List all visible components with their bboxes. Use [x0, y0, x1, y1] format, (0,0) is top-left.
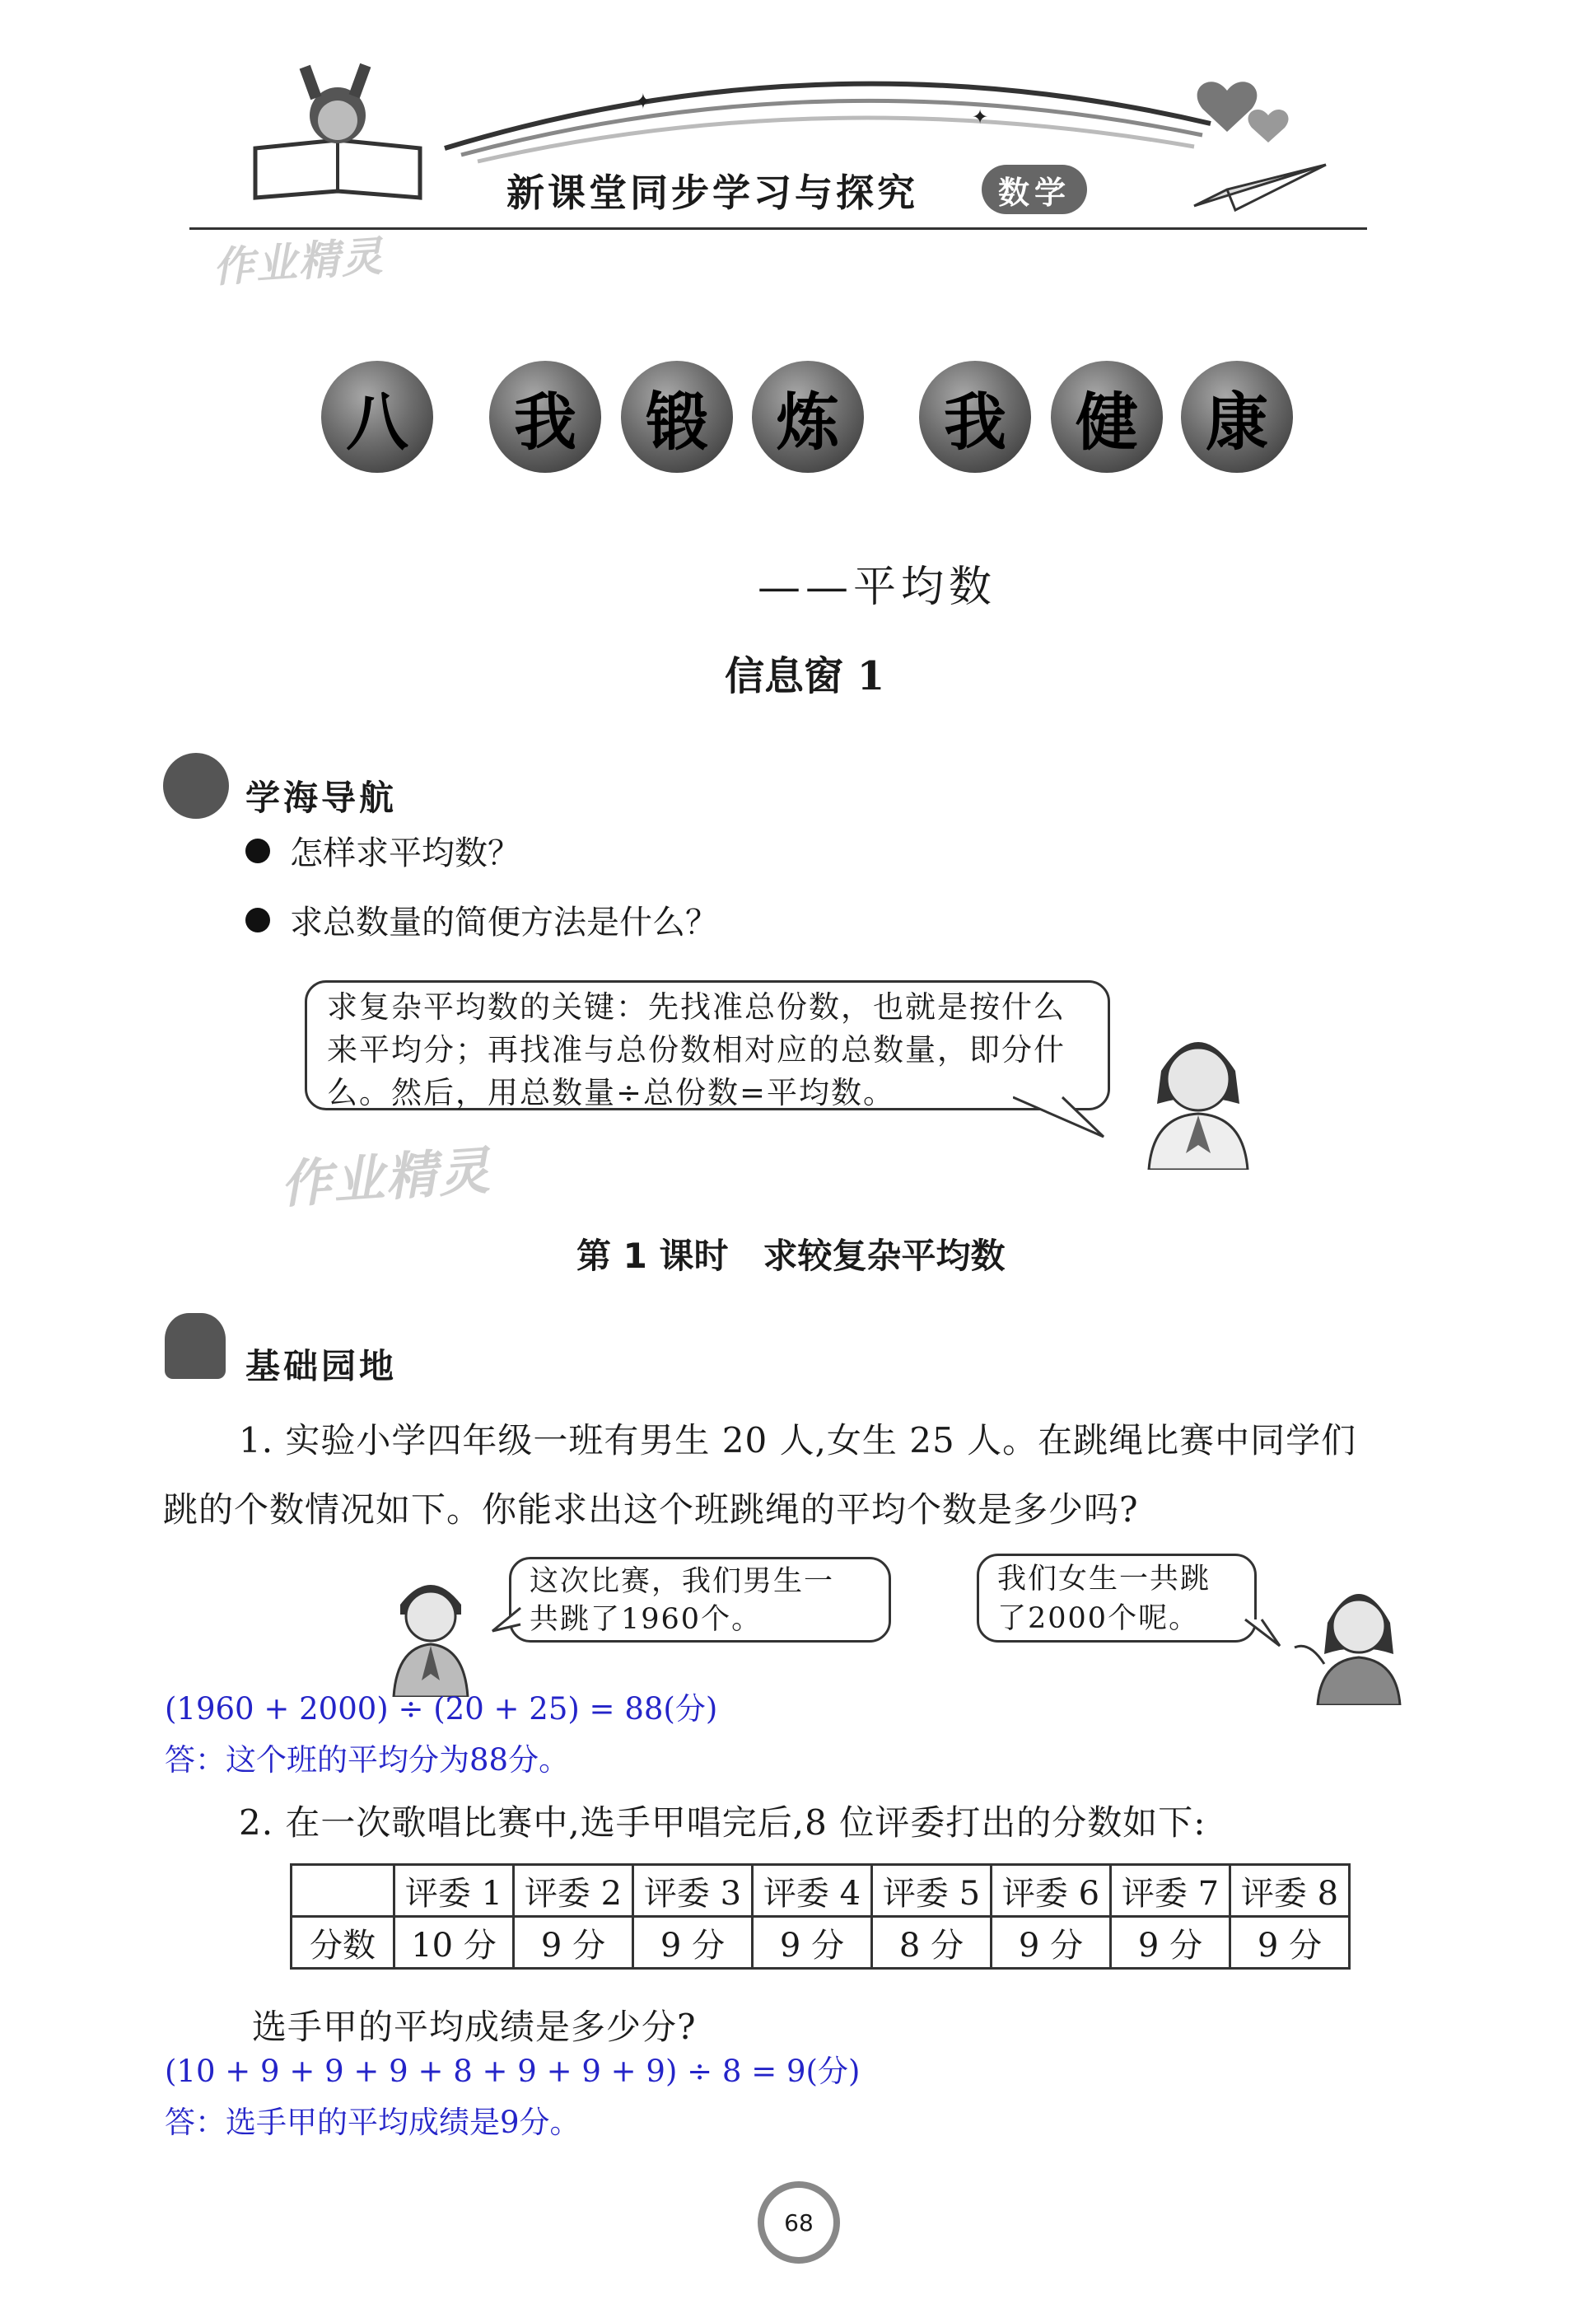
table-cell: 9 分 — [633, 1917, 753, 1969]
bubble-line: 了2000个呢。 — [997, 1602, 1200, 1635]
unit-title-char: 健 — [1051, 361, 1163, 473]
question-1-line: 1. 实验小学四年级一班有男生 20 人,女生 25 人。在跳绳比赛中同学们 — [239, 1420, 1357, 1460]
guide-section-title: 学海导航 — [245, 778, 398, 818]
question-2-text: 2. 在一次歌唱比赛中,选手甲唱完后,8 位评委打出的分数如下: — [239, 1802, 1206, 1843]
bubble-tail — [1244, 1618, 1285, 1654]
header-title: 新课堂同步学习与探究 — [506, 171, 918, 215]
header-subject-badge: 数学 — [982, 165, 1087, 214]
table-cell: 评委 6 — [992, 1865, 1111, 1917]
teacher-figure — [1128, 1013, 1268, 1173]
table-cell: 8 分 — [872, 1917, 992, 1969]
boy-figure — [385, 1565, 476, 1700]
table-cell: 9 分 — [1230, 1917, 1350, 1969]
q2-answer-text: 答：选手甲的平均成绩是9分。 — [165, 2105, 581, 2140]
watermark: 作业精灵 — [211, 231, 386, 292]
girl-figure — [1293, 1565, 1425, 1708]
boy-speech-bubble — [509, 1557, 891, 1643]
guide-speech-bubble — [305, 980, 1110, 1110]
bubble-tail — [1013, 1096, 1112, 1148]
bubble-line: 这次比赛，我们男生一 — [530, 1565, 835, 1598]
bubble-line: 共跳了1960个。 — [530, 1603, 763, 1636]
lesson-title: 第 1 课时 求较复杂平均数 — [576, 1236, 1006, 1276]
unit-title-char: 炼 — [752, 361, 864, 473]
table-cell: 评委 5 — [872, 1865, 992, 1917]
q2-answer-equation: (10 + 9 + 9 + 9 + 8 + 9 + 9 + 9) ÷ 8 = 9(分) — [165, 2054, 861, 2089]
guide-bullet — [245, 827, 520, 874]
table-cell: 9 分 — [1111, 1917, 1230, 1969]
unit-title-char: 锻 — [621, 361, 733, 473]
unit-title-char: 我 — [919, 361, 1031, 473]
question-1-line: 跳的个数情况如下。你能求出这个班跳绳的平均个数是多少吗? — [163, 1489, 1139, 1530]
table-cell: 9 分 — [992, 1917, 1111, 1969]
table-cell: 评委 7 — [1111, 1865, 1230, 1917]
page-number: 68 — [758, 2181, 840, 2264]
scores-table — [290, 1863, 1351, 1970]
bullet-icon — [245, 908, 270, 932]
watermark: 作业精灵 — [278, 1140, 493, 1215]
q1-answer-text: 答：这个班的平均分为88分。 — [165, 1742, 570, 1778]
table-cell: 9 分 — [753, 1917, 872, 1969]
basics-avatar — [165, 1313, 226, 1379]
unit-title-char: 康 — [1181, 361, 1293, 473]
bubble-line: 来平均分；再找准与总份数相对应的总数量，即分什 — [327, 1032, 1066, 1068]
table-cell: 评委 3 — [633, 1865, 753, 1917]
svg-text:✦: ✦ — [972, 105, 989, 129]
guide-bullet-text: 怎样求平均数？ — [290, 834, 520, 872]
table-cell: 评委 2 — [514, 1865, 633, 1917]
table-cell: 分数 — [292, 1917, 394, 1969]
table-cell: 评委 8 — [1230, 1865, 1350, 1917]
table-row — [292, 1865, 1350, 1917]
bubble-tail — [491, 1606, 524, 1643]
bubble-line: 求复杂平均数的关键：先找准总份数，也就是按什么 — [327, 989, 1066, 1025]
guide-avatar — [163, 753, 229, 819]
basics-section-title: 基础园地 — [245, 1346, 398, 1386]
svg-text:✦: ✦ — [634, 90, 652, 114]
table-cell: 评委 4 — [753, 1865, 872, 1917]
unit-title-char: 我 — [489, 361, 601, 473]
table-cell: 10 分 — [394, 1917, 514, 1969]
guide-bullet-text: 求总数量的简便方法是什么？ — [290, 904, 718, 942]
unit-title-char: 八 — [321, 361, 433, 473]
q1-answer-equation: (1960 + 2000) ÷ (20 + 25) = 88(分) — [165, 1691, 718, 1727]
unit-subtitle: ——平均数 — [758, 563, 997, 612]
guide-bullet — [245, 896, 718, 943]
girl-speech-bubble — [977, 1554, 1257, 1643]
table-row — [292, 1917, 1350, 1969]
table-cell — [292, 1865, 394, 1917]
table-cell: 评委 1 — [394, 1865, 514, 1917]
bubble-line: 么。然后，用总数量÷总份数=平均数。 — [327, 1075, 896, 1110]
question-2-prompt: 选手甲的平均成绩是多少分? — [252, 2007, 697, 2047]
table-cell: 9 分 — [514, 1917, 633, 1969]
bullet-icon — [245, 839, 270, 863]
bubble-line: 我们女生一共跳 — [997, 1563, 1211, 1596]
info-window-title: 信息窗 1 — [725, 653, 885, 699]
